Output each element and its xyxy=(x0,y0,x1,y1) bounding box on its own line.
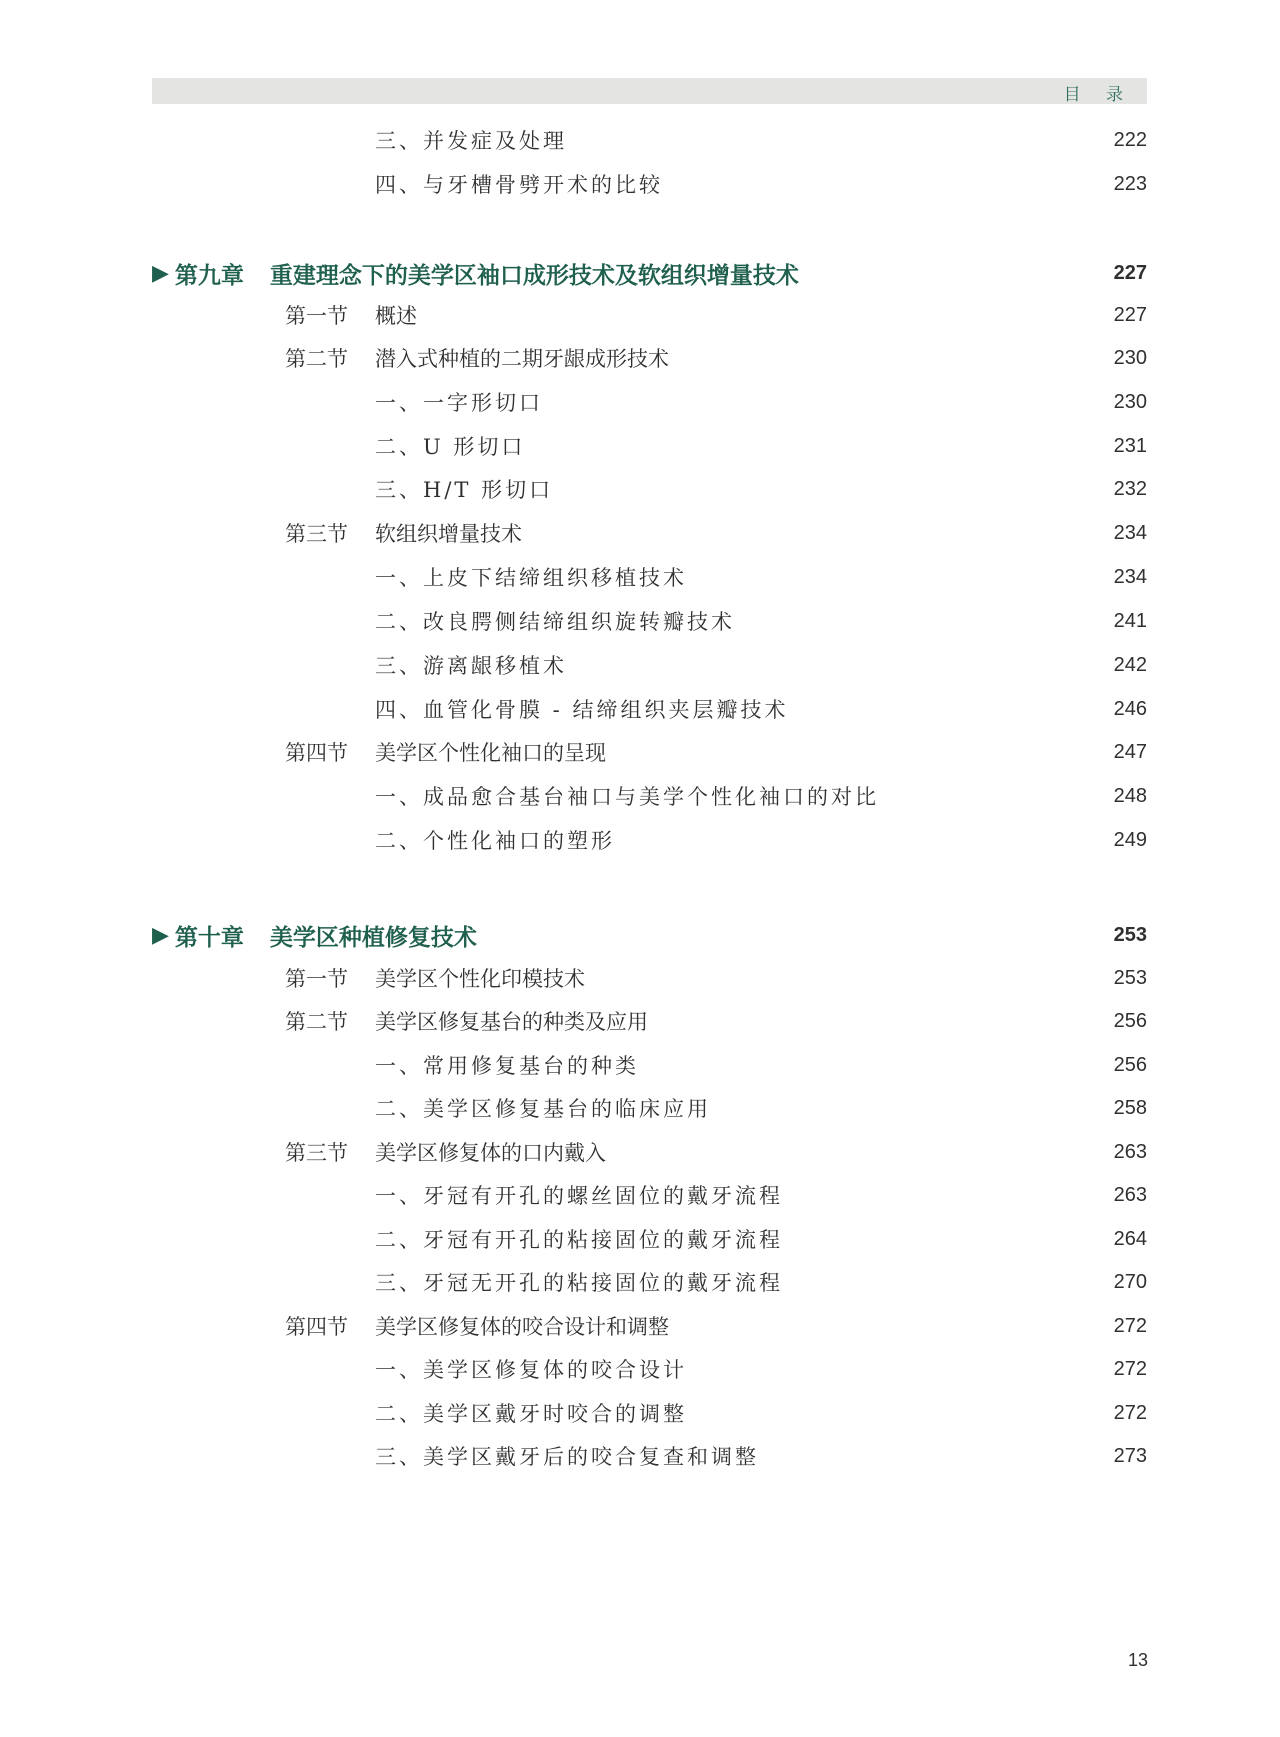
toc-entry-page: 249 xyxy=(1113,828,1147,851)
dot-leader xyxy=(807,255,1095,291)
triangle-marker-icon: ▶ xyxy=(152,260,169,286)
toc-item-row[interactable] xyxy=(375,1395,1147,1431)
toc-entry-heading xyxy=(375,650,567,680)
toc-entry-heading xyxy=(285,300,417,330)
toc-entry-page: 263 xyxy=(1113,1140,1147,1163)
toc-entry-page: 256 xyxy=(1113,1053,1147,1076)
toc-entry-title: 一、上皮下结缔组织移植技术 xyxy=(375,566,687,590)
toc-item-row[interactable] xyxy=(375,1177,1147,1213)
dot-leader xyxy=(887,778,1095,814)
toc-entry-page: 230 xyxy=(1113,390,1147,413)
toc-entry-title: 二、牙冠有开孔的粘接固位的戴牙流程 xyxy=(375,1228,783,1252)
toc-entry-heading xyxy=(152,257,799,290)
toc-entry-title: 四、与牙槽骨劈开术的比较 xyxy=(375,173,663,197)
toc-entry-title: 二、改良腭侧结缔组织旋转瓣技术 xyxy=(375,610,735,634)
toc-entry-page: 231 xyxy=(1113,434,1147,457)
toc-entry-title: 美学区个性化印模技术 xyxy=(375,967,585,991)
toc-item-row[interactable] xyxy=(375,1264,1147,1300)
toc-item-row[interactable] xyxy=(375,822,1147,858)
toc-entry-heading xyxy=(375,431,525,461)
dot-leader xyxy=(530,515,1095,551)
toc-entry-number: 第四节 xyxy=(285,741,348,765)
toc-entry-heading xyxy=(375,562,687,592)
toc-entry-page: 272 xyxy=(1113,1401,1147,1424)
toc-item-row[interactable] xyxy=(375,778,1147,814)
toc-item-row[interactable] xyxy=(375,1351,1147,1387)
toc-entry-page: 253 xyxy=(1113,923,1147,946)
toc-item-row[interactable] xyxy=(375,691,1147,727)
toc-entry-title: 二、美学区戴牙时咬合的调整 xyxy=(375,1402,687,1426)
toc-entry-page: 222 xyxy=(1113,128,1147,151)
header-label: 目 录 xyxy=(1063,85,1133,105)
toc-entry-title: 重建理念下的美学区袖口成形技术及软组织增量技术 xyxy=(269,262,799,289)
toc-entry-title: 软组织增量技术 xyxy=(375,522,522,546)
dot-leader xyxy=(425,297,1095,333)
toc-entry-page: 270 xyxy=(1113,1270,1147,1293)
toc-entry-number: 第一节 xyxy=(285,304,348,328)
toc-entry-page: 272 xyxy=(1113,1357,1147,1380)
toc-section-row[interactable] xyxy=(285,515,1147,551)
dot-leader xyxy=(593,960,1095,996)
triangle-marker-icon: ▶ xyxy=(152,922,169,948)
dot-leader xyxy=(719,1090,1095,1126)
toc-entry-heading xyxy=(375,1050,639,1080)
toc-entry-heading xyxy=(375,1354,687,1384)
dot-leader xyxy=(614,1134,1095,1170)
toc-item-row[interactable] xyxy=(375,428,1147,464)
toc-section-row[interactable] xyxy=(285,734,1147,770)
toc-entry-heading xyxy=(375,825,615,855)
toc-entry-title: 一、成品愈合基台袖口与美学个性化袖口的对比 xyxy=(375,785,879,809)
toc-entry-title: 三、美学区戴牙后的咬合复查和调整 xyxy=(375,1445,759,1469)
dot-leader xyxy=(677,340,1095,376)
toc-entry-page: 223 xyxy=(1113,172,1147,195)
dot-leader xyxy=(647,1047,1095,1083)
toc-entry-title: 一、牙冠有开孔的螺丝固位的戴牙流程 xyxy=(375,1184,783,1208)
dot-leader xyxy=(561,471,1095,507)
toc-entry-number: 第一节 xyxy=(285,967,348,991)
toc-entry-title: 二、美学区修复基台的临床应用 xyxy=(375,1097,711,1121)
toc-entry-page: 227 xyxy=(1113,303,1147,326)
dot-leader xyxy=(796,691,1095,727)
toc-entry-page: 258 xyxy=(1113,1096,1147,1119)
toc-entry-page: 247 xyxy=(1113,740,1147,763)
toc-entry-number: 第三节 xyxy=(285,1141,348,1165)
toc-entry-title: 美学区修复基台的种类及应用 xyxy=(375,1010,648,1034)
dot-leader xyxy=(656,1003,1095,1039)
toc-entry-title: 美学区种植修复技术 xyxy=(269,924,477,951)
dot-leader xyxy=(791,1221,1095,1257)
toc-entry-page: 241 xyxy=(1113,609,1147,632)
dot-leader xyxy=(485,917,1095,953)
toc-item-row[interactable] xyxy=(375,384,1147,420)
toc-item-row[interactable] xyxy=(375,1090,1147,1126)
dot-leader xyxy=(677,1308,1095,1344)
toc-section-row[interactable] xyxy=(285,960,1147,996)
toc-entry-title: 二、U 形切口 xyxy=(375,435,526,459)
toc-entry-title: 美学区修复体的口内戴入 xyxy=(375,1141,606,1165)
toc-entry-heading xyxy=(375,606,735,636)
dot-leader xyxy=(551,384,1095,420)
toc-entry-heading xyxy=(375,169,663,199)
toc-entry-page: 232 xyxy=(1113,477,1147,500)
toc-entry-title: 二、个性化袖口的塑形 xyxy=(375,829,615,853)
toc-entry-page: 242 xyxy=(1113,653,1147,676)
dot-leader xyxy=(575,122,1095,158)
dot-leader xyxy=(575,647,1095,683)
toc-item-row[interactable] xyxy=(375,1221,1147,1257)
toc-item-row[interactable] xyxy=(375,647,1147,683)
toc-entry-heading xyxy=(375,694,788,724)
toc-entry-page: 273 xyxy=(1113,1444,1147,1467)
toc-entry-heading xyxy=(375,1441,759,1471)
toc-entry-heading xyxy=(375,1093,711,1123)
toc-entry-title: 美学区个性化袖口的呈现 xyxy=(375,741,606,765)
toc-entry-page: 234 xyxy=(1113,565,1147,588)
dot-leader xyxy=(791,1177,1095,1213)
toc-entry-title: 一、美学区修复体的咬合设计 xyxy=(375,1358,687,1382)
toc-item-row[interactable] xyxy=(375,1438,1147,1474)
toc-entry-heading xyxy=(285,1311,669,1341)
toc-entry-page: 272 xyxy=(1113,1314,1147,1337)
toc-entry-page: 248 xyxy=(1113,784,1147,807)
toc-entry-title: 三、并发症及处理 xyxy=(375,129,567,153)
toc-entry-number: 第二节 xyxy=(285,1010,348,1034)
toc-item-row[interactable] xyxy=(375,166,1147,202)
toc-entry-number: 第四节 xyxy=(285,1315,348,1339)
toc-entry-page: 246 xyxy=(1113,697,1147,720)
toc-entry-heading xyxy=(152,919,477,952)
toc-entry-heading xyxy=(285,343,669,373)
toc-entry-title: 三、游离龈移植术 xyxy=(375,654,567,678)
toc-entry-title: 三、H/T 形切口 xyxy=(375,478,554,502)
toc-section-row[interactable] xyxy=(285,1308,1147,1344)
toc-entry-number: 第二节 xyxy=(285,347,348,371)
toc-entry-heading xyxy=(285,1006,648,1036)
toc-item-row[interactable] xyxy=(375,559,1147,595)
dot-leader xyxy=(614,734,1095,770)
toc-entry-heading xyxy=(285,1137,606,1167)
toc-entry-page: 227 xyxy=(1113,261,1147,284)
toc-entry-page: 256 xyxy=(1113,1009,1147,1032)
dot-leader xyxy=(767,1438,1095,1474)
toc-section-row[interactable] xyxy=(285,297,1147,333)
toc-entry-number: 第十章 xyxy=(174,924,244,951)
toc-entry-title: 三、牙冠无开孔的粘接固位的戴牙流程 xyxy=(375,1271,783,1295)
toc-entry-title: 一、一字形切口 xyxy=(375,391,543,415)
toc-entry-heading xyxy=(375,1267,783,1297)
toc-entry-page: 230 xyxy=(1113,346,1147,369)
toc-entry-title: 一、常用修复基台的种类 xyxy=(375,1054,639,1078)
toc-item-row[interactable] xyxy=(375,471,1147,507)
toc-entry-heading xyxy=(375,387,543,417)
toc-entry-number: 第九章 xyxy=(174,262,244,289)
toc-item-row[interactable] xyxy=(375,1047,1147,1083)
toc-section-row[interactable] xyxy=(285,1003,1147,1039)
toc-item-row[interactable] xyxy=(375,122,1147,158)
toc-entry-title: 概述 xyxy=(375,304,417,328)
toc-entry-heading xyxy=(285,963,585,993)
toc-entry-page: 234 xyxy=(1113,521,1147,544)
dot-leader xyxy=(623,822,1095,858)
dot-leader xyxy=(791,1264,1095,1300)
toc-entry-title: 四、血管化骨膜 - 结缔组织夹层瓣技术 xyxy=(375,698,789,722)
toc-entry-heading xyxy=(375,1180,783,1210)
toc-chapter-row[interactable] xyxy=(152,255,1147,291)
page-number: 13 xyxy=(1128,1650,1149,1670)
dot-leader xyxy=(695,1351,1095,1387)
dot-leader xyxy=(695,559,1095,595)
dot-leader xyxy=(671,166,1095,202)
toc-entry-page: 263 xyxy=(1113,1183,1147,1206)
toc-section-row[interactable] xyxy=(285,1134,1147,1170)
toc-entry-page: 253 xyxy=(1113,966,1147,989)
toc-entry-title: 美学区修复体的咬合设计和调整 xyxy=(375,1315,669,1339)
toc-chapter-row[interactable] xyxy=(152,917,1147,953)
dot-leader xyxy=(743,603,1095,639)
dot-leader xyxy=(695,1395,1095,1431)
toc-entry-number: 第三节 xyxy=(285,522,348,546)
toc-entry-heading xyxy=(285,518,522,548)
toc-entry-heading xyxy=(375,474,553,504)
toc-entry-heading xyxy=(285,737,606,767)
toc-item-row[interactable] xyxy=(375,603,1147,639)
toc-entry-heading xyxy=(375,125,567,155)
toc-section-row[interactable] xyxy=(285,340,1147,376)
toc-entry-heading xyxy=(375,1398,687,1428)
toc-entry-heading xyxy=(375,781,879,811)
toc-entry-page: 264 xyxy=(1113,1227,1147,1250)
toc-entry-heading xyxy=(375,1224,783,1254)
toc-entry-title: 潜入式种植的二期牙龈成形技术 xyxy=(375,347,669,371)
dot-leader xyxy=(533,428,1095,464)
